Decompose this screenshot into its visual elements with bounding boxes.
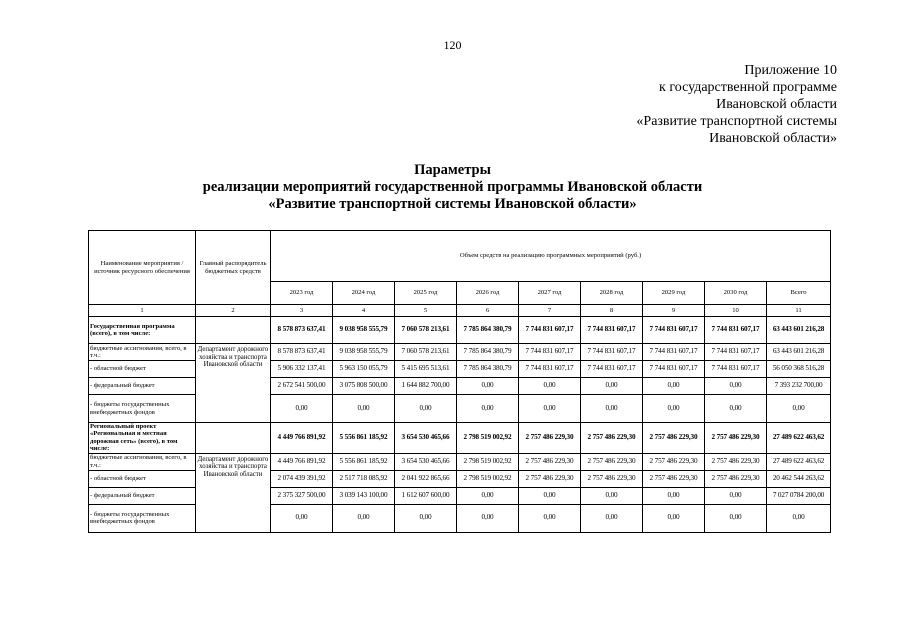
amount-cell: 7 744 831 607,17 [519,344,581,361]
amount-cell: 0,00 [767,504,831,532]
amount-cell: 5 906 332 137,41 [271,361,333,378]
amount-cell: 0,00 [705,395,767,423]
column-number: 7 [519,305,581,317]
amount-cell: 9 038 958 555,79 [333,344,395,361]
column-number: 11 [767,305,831,317]
amount-cell: 0,00 [395,395,457,423]
parameters-table [88,230,831,533]
amount-cell: 3 654 530 465,66 [395,423,457,454]
amount-cell: 3 039 143 100,00 [333,487,395,504]
amount-cell: 5 556 861 185,92 [333,423,395,454]
column-number: 8 [581,305,643,317]
column-number: 4 [333,305,395,317]
amount-cell: 7 027 0784 200,00 [767,487,831,504]
page-number: 120 [443,38,462,52]
amount-cell: 1 612 607 600,00 [395,487,457,504]
amount-cell: 0,00 [643,378,705,395]
budget-manager: Департамент дорожного хозяйства и транспорта Ивановской области [196,453,271,532]
appendix-line: к государственной программе [659,80,837,95]
amount-cell: 7 060 578 213,61 [395,344,457,361]
amount-cell: 0,00 [705,504,767,532]
amount-cell: 7 060 578 213,61 [395,317,457,344]
amount-cell: 2 757 486 229,30 [581,470,643,487]
amount-cell: 0,00 [457,378,519,395]
amount-cell: 4 449 766 891,92 [271,423,333,454]
amount-cell: 0,00 [333,504,395,532]
budget-manager: Департамент дорожного хозяйства и транспорта Ивановской области [196,344,271,423]
row-label: - областной бюджет [89,470,196,487]
amount-cell: 3 654 530 465,66 [395,453,457,470]
table-row [89,344,831,361]
amount-cell: 2 757 486 229,30 [705,453,767,470]
row-label: бюджетные ассигнования, всего, в т.ч.: [89,453,196,470]
amount-cell: 7 744 831 607,17 [519,317,581,344]
amount-cell: 7 744 831 607,17 [581,344,643,361]
amount-cell: 20 462 544 263,62 [767,470,831,487]
amount-cell: 0,00 [643,504,705,532]
amount-cell: 2 757 486 229,30 [705,423,767,454]
column-number: 9 [643,305,705,317]
header-year: 2026 год [457,282,519,305]
amount-cell: 5 963 150 055,79 [333,361,395,378]
table-row [89,317,831,344]
amount-cell: 0,00 [581,487,643,504]
row-label: - бюджеты государственных внебюджетных фондов [89,395,196,423]
row-label: бюджетные ассигнования, всего, в т.ч.: [89,344,196,361]
amount-cell: 0,00 [457,487,519,504]
appendix-line: «Развитие транспортной системы [636,114,837,129]
table-row [89,423,831,454]
column-number: 10 [705,305,767,317]
amount-cell: 0,00 [767,395,831,423]
amount-cell: 2 798 519 002,92 [457,470,519,487]
amount-cell: 7 744 831 607,17 [519,361,581,378]
title-line: Параметры [414,162,491,178]
amount-cell: 2 757 486 229,30 [643,470,705,487]
amount-cell: 7 744 831 607,17 [581,361,643,378]
amount-cell: 7 744 831 607,17 [643,361,705,378]
amount-cell: 0,00 [581,504,643,532]
amount-cell: 0,00 [519,378,581,395]
amount-cell: 0,00 [705,487,767,504]
amount-cell: 2 757 486 229,30 [705,470,767,487]
amount-cell: 2 074 439 391,92 [271,470,333,487]
amount-cell: 63 443 601 216,28 [767,344,831,361]
header-funding-volume: Объем средств на реализацию программных мероприятий (руб.) [271,231,831,282]
amount-cell: 0,00 [333,395,395,423]
amount-cell: 2 757 486 229,30 [643,453,705,470]
header-year: Всего [767,282,831,305]
amount-cell: 2 041 922 865,66 [395,470,457,487]
amount-cell: 2 757 486 229,30 [519,423,581,454]
amount-cell: 0,00 [271,504,333,532]
column-number: 6 [457,305,519,317]
column-number: 3 [271,305,333,317]
row-label: Государственная программа (всего), в том числе: [89,317,196,344]
amount-cell: 2 757 486 229,30 [581,453,643,470]
amount-cell: 27 489 622 463,62 [767,423,831,454]
row-label: - федеральный бюджет [89,487,196,504]
amount-cell: 2 757 486 229,30 [643,423,705,454]
amount-cell: 5 556 861 185,92 [333,453,395,470]
row-label: - областной бюджет [89,361,196,378]
amount-cell: 0,00 [271,395,333,423]
budget-manager-empty [196,317,271,344]
appendix-heading [517,62,837,147]
amount-cell: 9 038 958 555,79 [333,317,395,344]
amount-cell: 0,00 [519,504,581,532]
amount-cell: 7 785 864 380,79 [457,361,519,378]
amount-cell: 0,00 [395,504,457,532]
column-number: 1 [89,305,196,317]
amount-cell: 2 798 519 002,92 [457,453,519,470]
title-line: «Развитие транспортной системы Ивановской области» [268,196,637,212]
amount-cell: 2 672 541 500,00 [271,378,333,395]
amount-cell: 0,00 [581,378,643,395]
header-year: 2030 год [705,282,767,305]
column-number: 5 [395,305,457,317]
header-year: 2023 год [271,282,333,305]
budget-manager-empty [196,423,271,454]
amount-cell: 1 644 882 700,00 [395,378,457,395]
amount-cell: 0,00 [643,487,705,504]
header-activity-name: Наименование мероприятия / источник ресурсного обеспечения [89,231,196,305]
row-label: - бюджеты государственных внебюджетных фондов [89,504,196,532]
amount-cell: 0,00 [581,395,643,423]
amount-cell: 56 050 368 516,28 [767,361,831,378]
title-line: реализации мероприятий государственной программы Ивановской области [202,179,703,195]
amount-cell: 0,00 [705,378,767,395]
header-year: 2027 год [519,282,581,305]
amount-cell: 4 449 766 891,92 [271,453,333,470]
appendix-line: Ивановской области [716,97,837,112]
amount-cell: 2 757 486 229,30 [519,453,581,470]
amount-cell: 0,00 [457,395,519,423]
amount-cell: 7 744 831 607,17 [643,344,705,361]
amount-cell: 2 798 519 002,92 [457,423,519,454]
header-year: 2025 год [395,282,457,305]
amount-cell: 7 393 232 700,00 [767,378,831,395]
amount-cell: 2 375 327 500,00 [271,487,333,504]
row-label: Региональный проект «Региональная и местная дорожная сеть» (всего), в том числе: [89,423,196,454]
amount-cell: 2 517 718 085,92 [333,470,395,487]
amount-cell: 2 757 486 229,30 [519,470,581,487]
amount-cell: 8 578 873 637,41 [271,317,333,344]
appendix-line: Приложение 10 [744,63,837,78]
amount-cell: 7 744 831 607,17 [705,361,767,378]
amount-cell: 27 489 622 463,62 [767,453,831,470]
amount-cell: 7 744 831 607,17 [705,344,767,361]
amount-cell: 7 785 864 380,79 [457,344,519,361]
header-budget-manager: Главный распорядитель бюджетных средств [196,231,271,305]
amount-cell: 0,00 [643,395,705,423]
amount-cell: 63 443 601 216,28 [767,317,831,344]
table-row [89,453,831,470]
amount-cell: 7 744 831 607,17 [643,317,705,344]
header-year: 2024 год [333,282,395,305]
appendix-line: Ивановской области» [709,131,837,146]
header-year: 2029 год [643,282,705,305]
amount-cell: 2 757 486 229,30 [581,423,643,454]
amount-cell: 7 744 831 607,17 [705,317,767,344]
amount-cell: 8 578 873 637,41 [271,344,333,361]
amount-cell: 0,00 [457,504,519,532]
amount-cell: 0,00 [519,395,581,423]
row-label: - федеральный бюджет [89,378,196,395]
amount-cell: 7 744 831 607,17 [581,317,643,344]
amount-cell: 5 415 695 513,61 [395,361,457,378]
header-year: 2028 год [581,282,643,305]
amount-cell: 3 075 808 500,00 [333,378,395,395]
column-number: 2 [196,305,271,317]
document-title [0,162,905,213]
amount-cell: 0,00 [519,487,581,504]
amount-cell: 7 785 864 380,79 [457,317,519,344]
